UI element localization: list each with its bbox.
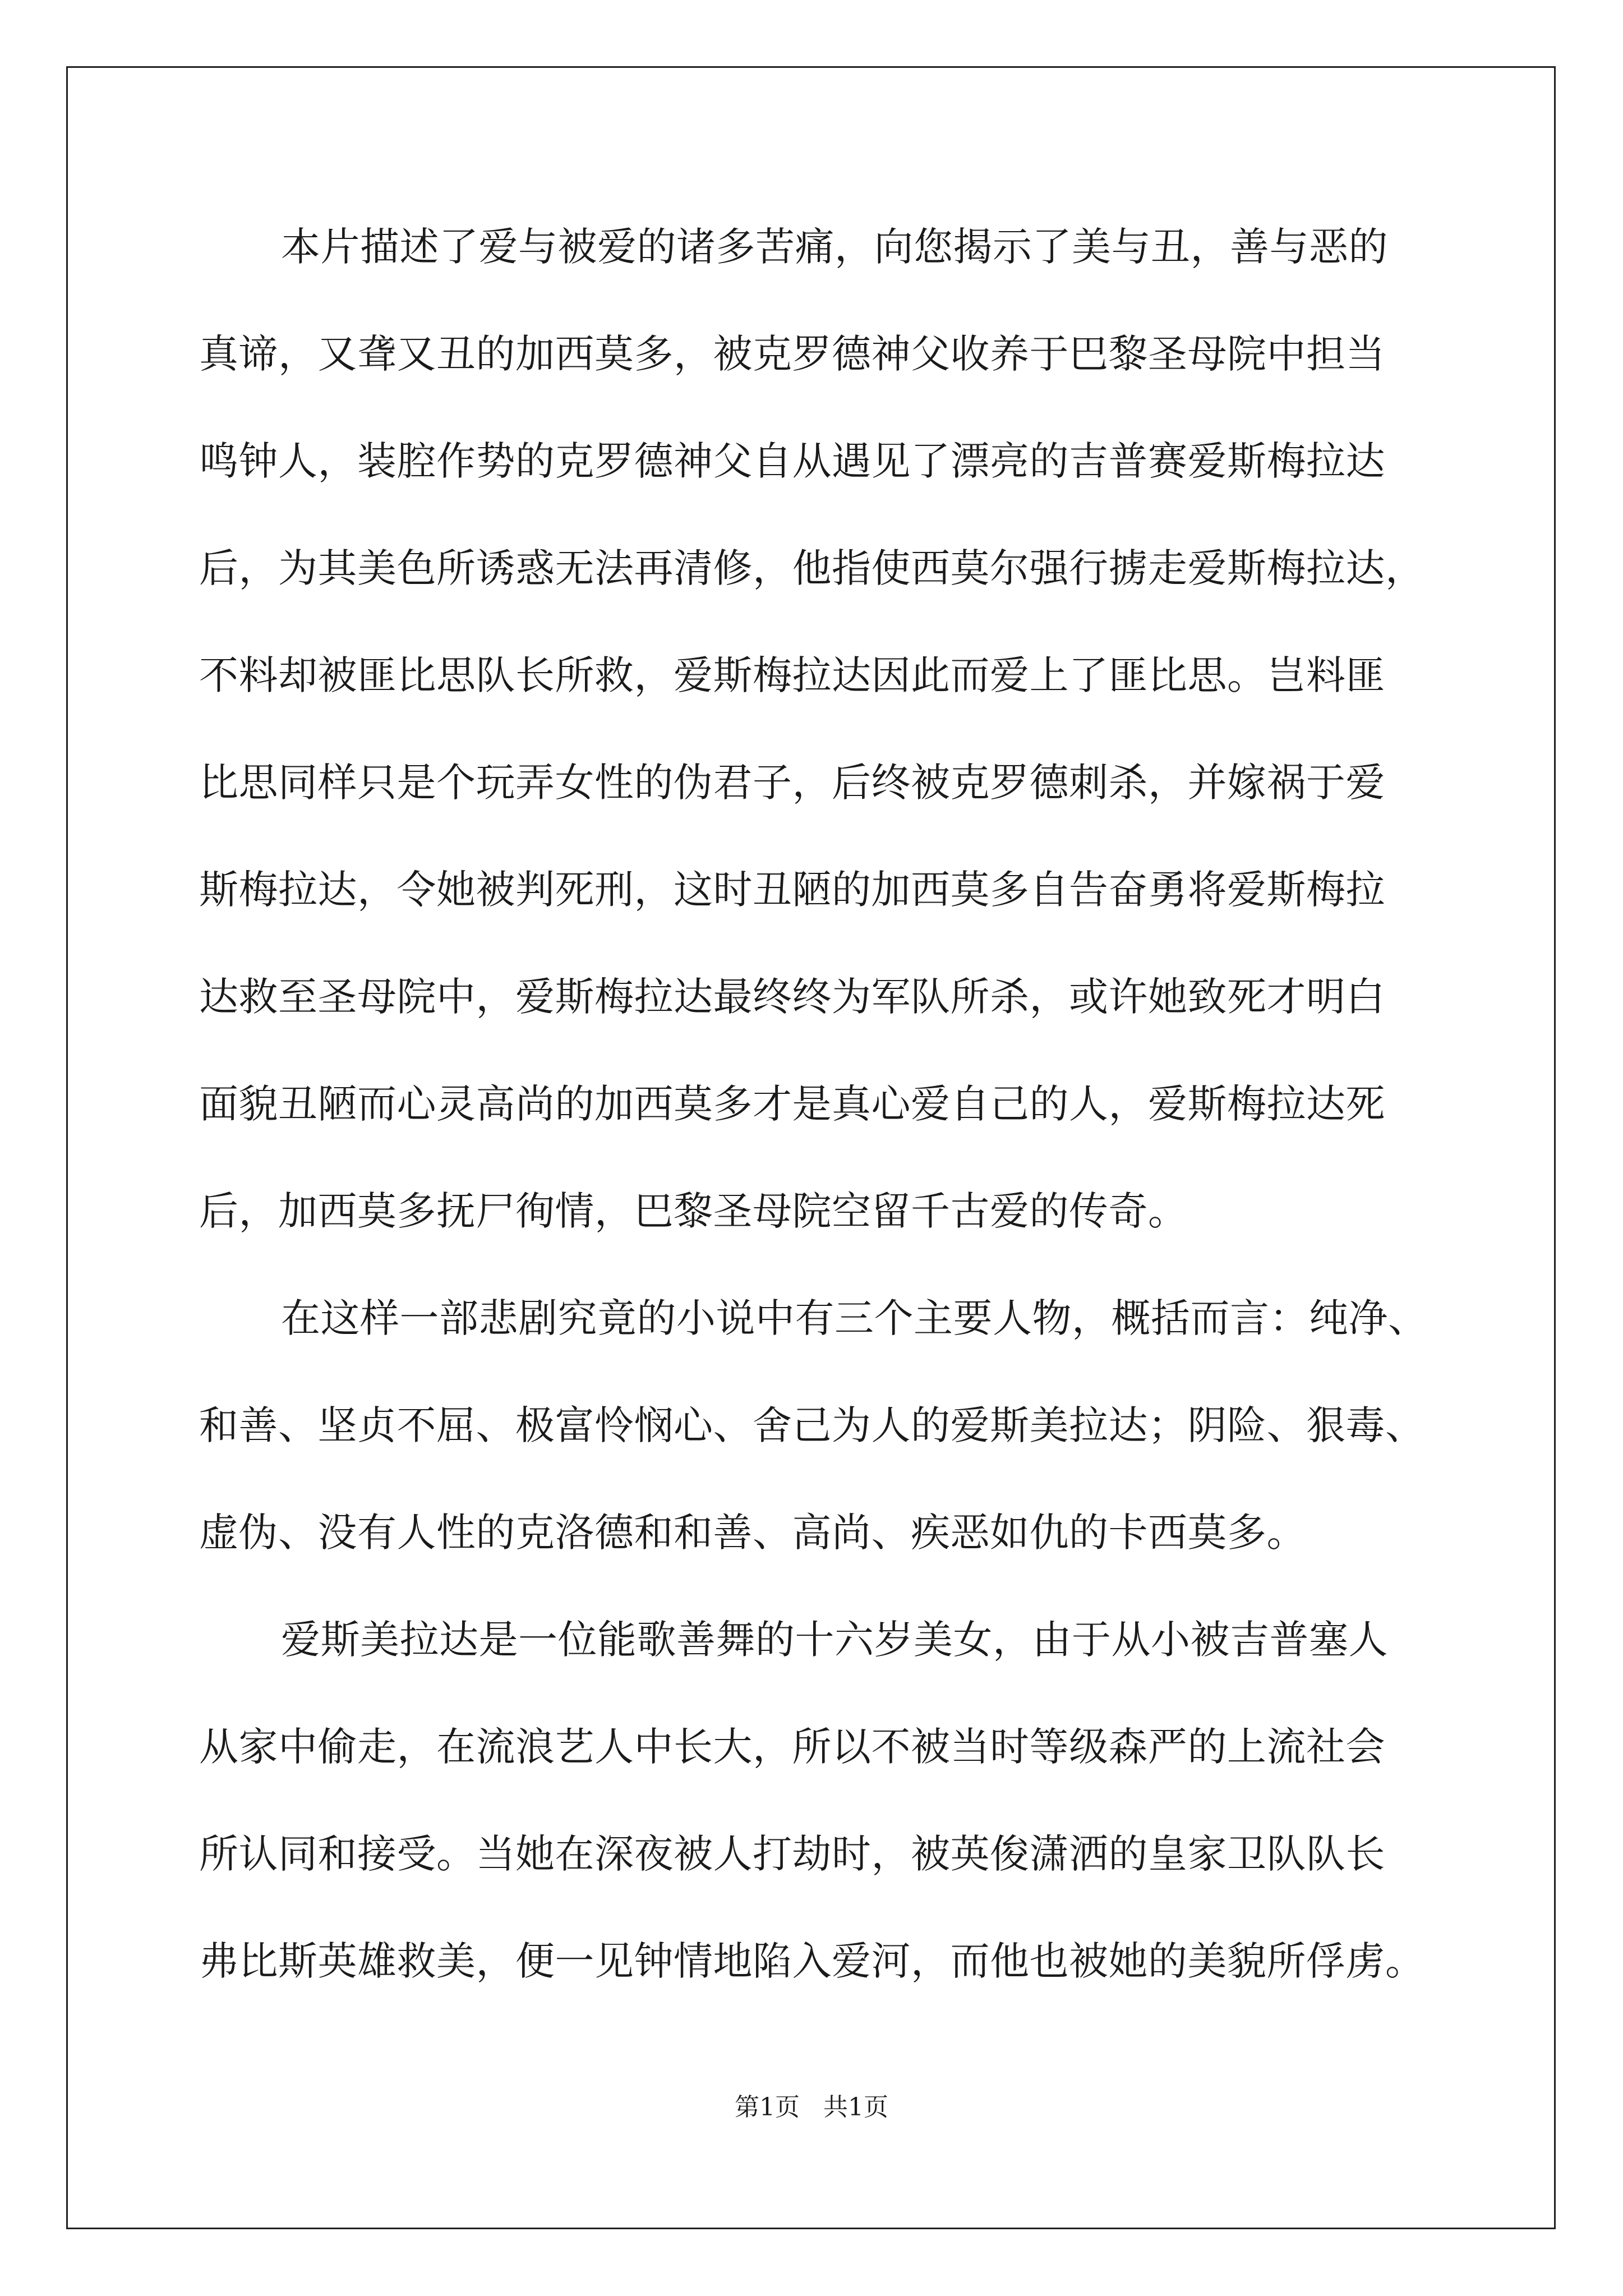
- text-line: 弗比斯英雄救美，便一见钟情地陷入爱河，而他也被她的美貌所俘虏。: [199, 1938, 1425, 1984]
- text-line: 面貌丑陋而心灵高尚的加西莫多才是真心爱自己的人，爱斯梅拉达死: [199, 1081, 1385, 1127]
- text-line: 和善、坚贞不屈、极富怜悯心、舍己为人的爱斯美拉达；阴险、狠毒、: [199, 1402, 1425, 1448]
- text-line: 后，为其美色所诱惑无法再清修，他指使西莫尔强行掳走爱斯梅拉达，: [199, 545, 1425, 591]
- text-line: 虚伪、没有人性的克洛德和和善、高尚、疾恶如仇的卡西莫多。: [199, 1510, 1306, 1556]
- text-line: 真谛，又聋又丑的加西莫多，被克罗德神父收养于巴黎圣母院中担当: [199, 331, 1385, 377]
- text-line: 所认同和接受。当她在深夜被人打劫时，被英俊潇洒的皇家卫队队长: [199, 1831, 1385, 1877]
- text-line: 后，加西莫多抚尸徇情，巴黎圣母院空留千古爱的传奇。: [199, 1188, 1188, 1234]
- text-line: 比思同样只是个玩弄女性的伪君子，后终被克罗德刺杀，并嫁祸于爱: [199, 760, 1385, 806]
- text-line: 斯梅拉达，令她被判死刑，这时丑陋的加西莫多自告奋勇将爱斯梅拉: [199, 867, 1385, 913]
- text-line: 鸣钟人，装腔作势的克罗德神父自从遇见了漂亮的吉普赛爱斯梅拉达: [199, 438, 1385, 484]
- paragraph-2: [199, 1265, 1450, 1586]
- paragraph-3: [199, 1586, 1450, 2015]
- text-line: 在这样一部悲剧究竟的小说中有三个主要人物，概括而言：纯净、: [281, 1295, 1428, 1341]
- text-line: 爱斯美拉达是一位能歌善舞的十六岁美女，由于从小被吉普塞人: [281, 1617, 1388, 1663]
- text-line: 达救至圣母院中，爱斯梅拉达最终终为军队所杀，或许她致死才明白: [199, 974, 1385, 1020]
- text-line: 从家中偷走，在流浪艺人中长大，所以不被当时等级森严的上流社会: [199, 1724, 1385, 1770]
- text-line: 不料却被匪比思队长所救，爱斯梅拉达因此而爱上了匪比思。岂料匪: [199, 652, 1385, 698]
- page-number-footer: 第1页 共1页: [735, 2093, 888, 2122]
- paragraph-1: [199, 194, 1450, 1265]
- text-line: 本片描述了爱与被爱的诸多苦痛，向您揭示了美与丑，善与恶的: [281, 224, 1388, 270]
- document-body: [199, 194, 1450, 2015]
